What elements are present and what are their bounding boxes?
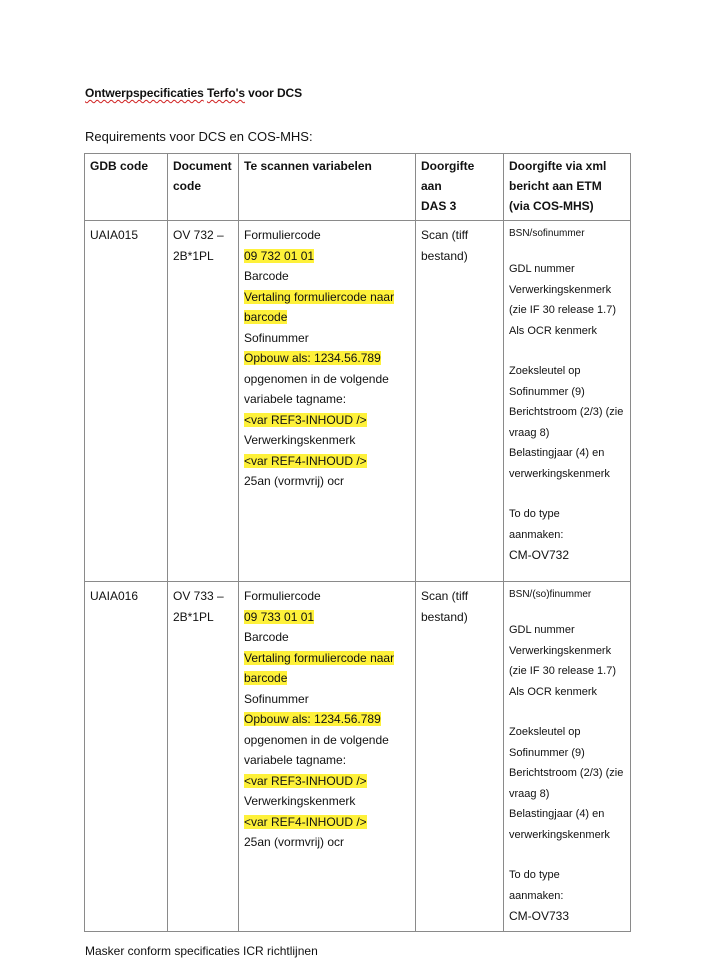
etm-line: verwerkingskenmerk	[509, 467, 610, 480]
etm-line: To do type	[509, 508, 560, 520]
etm-line: vraag 8)	[509, 426, 550, 439]
etm-line: BSN/sofinummer	[509, 228, 585, 239]
scan-line: variabele tagname:	[244, 753, 347, 767]
scan-line: opgenomen in de volgende	[244, 371, 389, 386]
header-das-line2: DAS 3	[421, 199, 457, 213]
gdb-code: UAIA015	[90, 228, 139, 242]
etm-line: (zie IF 30 release 1.7)	[509, 304, 616, 316]
scan-line: Barcode	[244, 630, 289, 644]
scan-line: Sofinummer	[244, 691, 309, 706]
highlighted-text: barcode	[244, 310, 288, 324]
header-etm-line1: Doorgifte via xml	[509, 159, 607, 173]
etm-line: Berichtstroom (2/3) (zie	[509, 767, 624, 779]
highlighted-text: Vertaling formuliercode naar	[244, 289, 395, 304]
cell-scan-variables	[239, 582, 416, 932]
etm-line: GDL nummer	[509, 263, 575, 275]
doc-code-line1: OV 733 –	[173, 589, 224, 603]
header-gdb-label: GDB code	[90, 159, 149, 173]
highlighted-var-tag: <var REF3-INHOUD />	[244, 412, 367, 427]
etm-line: Zoeksleutel op	[509, 726, 581, 738]
gdb-code: UAIA016	[90, 589, 139, 603]
das-line1: Scan (tiff	[421, 228, 469, 242]
cell-document-code	[168, 582, 239, 932]
title-rest: voor DCS	[244, 86, 302, 100]
etm-line: aanmaken:	[509, 889, 564, 902]
etm-line: Zoeksleutel op	[509, 365, 581, 377]
header-das	[416, 154, 504, 221]
header-doc-line2: code	[173, 179, 202, 193]
highlighted-form-code: 09 732 01 01	[244, 248, 315, 263]
etm-line: verwerkingskenmerk	[509, 828, 610, 841]
cell-etm	[504, 582, 631, 932]
document-title	[85, 86, 302, 100]
header-etm-line3: (via COS-MHS)	[509, 199, 594, 213]
highlighted-var-tag: <var REF3-INHOUD />	[244, 773, 367, 788]
cell-scan-variables	[239, 221, 416, 582]
etm-line: BSN/(so)finummer	[509, 589, 592, 600]
scan-line: variabele tagname:	[244, 392, 347, 406]
table-row	[85, 582, 631, 932]
cell-gdb-code	[85, 221, 168, 582]
etm-line: GDL nummer	[509, 624, 575, 636]
scan-line: Verwerkingskenmerk	[244, 794, 356, 808]
highlighted-var-tag: <var REF4-INHOUD />	[244, 453, 367, 468]
requirements-intro: Requirements voor DCS en COS-MHS:	[85, 129, 313, 144]
scan-line: Sofinummer	[244, 330, 309, 345]
etm-line: Als OCR kenmerk	[509, 685, 598, 698]
etm-line: aanmaken:	[509, 528, 564, 541]
highlighted-text: Opbouw als: 1234.56.789	[244, 351, 381, 365]
doc-code-line2: 2B*1PL	[173, 609, 214, 624]
header-etm-line2: bericht aan ETM	[509, 179, 602, 193]
etm-line: vraag 8)	[509, 787, 550, 800]
table-row	[85, 221, 631, 582]
cell-gdb-code	[85, 582, 168, 932]
etm-line: (zie IF 30 release 1.7)	[509, 665, 616, 677]
highlighted-form-code: 09 733 01 01	[244, 609, 315, 624]
etm-line: Als OCR kenmerk	[509, 324, 598, 337]
das-line2: bestand)	[421, 609, 468, 624]
scan-line: 25an (vormvrij) ocr	[244, 835, 345, 849]
etm-line: Sofinummer (9)	[509, 746, 585, 759]
scan-line: Formuliercode	[244, 589, 321, 603]
header-etm	[504, 154, 631, 221]
scan-line: Formuliercode	[244, 228, 321, 242]
etm-todo-code: CM-OV733	[509, 909, 570, 923]
etm-line: Verwerkingskenmerk	[509, 644, 612, 657]
highlighted-text: Opbouw als: 1234.56.789	[244, 712, 381, 726]
cell-document-code	[168, 221, 239, 582]
header-doc-line1: Document	[173, 159, 232, 173]
doc-code-line2: 2B*1PL	[173, 248, 214, 263]
highlighted-text: barcode	[244, 671, 288, 685]
title-word-ontwerpspecificaties: Ontwerpspecificaties	[85, 86, 204, 100]
table-header-row	[85, 154, 631, 221]
scan-line: Verwerkingskenmerk	[244, 433, 356, 447]
etm-line: Belastingjaar (4) en	[509, 447, 605, 459]
cell-das	[416, 221, 504, 582]
das-line1: Scan (tiff	[421, 589, 469, 603]
cell-das	[416, 582, 504, 932]
das-line2: bestand)	[421, 248, 468, 263]
footer-note: Masker conform specificaties ICR richtlijnen	[85, 944, 318, 958]
header-scan-label: Te scannen variabelen	[244, 159, 372, 173]
highlighted-var-tag: <var REF4-INHOUD />	[244, 814, 367, 829]
title-word-terfos: Terfo's	[206, 86, 245, 100]
header-gdb-code	[85, 154, 168, 221]
scan-line: 25an (vormvrij) ocr	[244, 474, 345, 488]
header-document-code	[168, 154, 239, 221]
etm-line: Verwerkingskenmerk	[509, 283, 612, 296]
etm-line: Berichtstroom (2/3) (zie	[509, 406, 624, 418]
etm-line: Sofinummer (9)	[509, 385, 585, 398]
highlighted-text: Vertaling formuliercode naar	[244, 650, 395, 665]
etm-line: To do type	[509, 869, 560, 881]
header-scan-variables	[239, 154, 416, 221]
scan-line: opgenomen in de volgende	[244, 732, 389, 747]
etm-todo-code: CM-OV732	[509, 548, 570, 562]
scan-line: Barcode	[244, 269, 289, 283]
doc-code-line1: OV 732 –	[173, 228, 224, 242]
header-das-line1: Doorgifte aan	[421, 159, 475, 193]
requirements-table	[84, 153, 631, 932]
cell-etm	[504, 221, 631, 582]
etm-line: Belastingjaar (4) en	[509, 808, 605, 820]
